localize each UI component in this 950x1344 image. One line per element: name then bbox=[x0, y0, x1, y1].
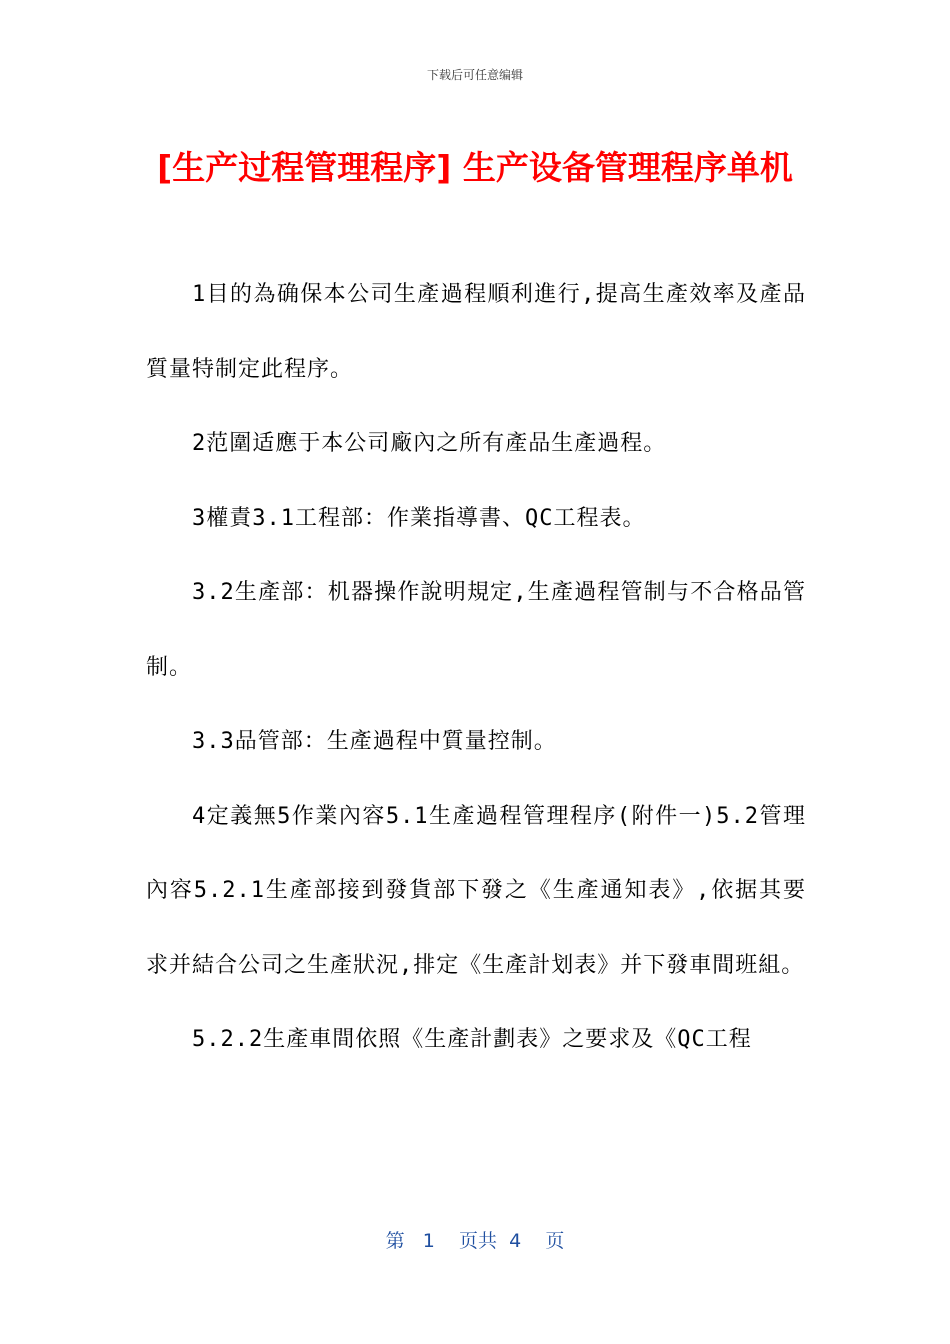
paragraph: 2范圍适應于本公司廠內之所有產品生產過程。 bbox=[192, 431, 667, 456]
footer-total-pages: 4 bbox=[509, 1230, 522, 1252]
paragraph: 5.2.2生產車間依照《生產計劃表》之要求及《QC工程 bbox=[192, 1027, 752, 1052]
footer-page-prefix: 第 bbox=[385, 1230, 405, 1252]
footer-page-suffix: 页 bbox=[545, 1230, 565, 1252]
paragraph: 3權責3.1工程部：作業指導書、QC工程表。 bbox=[192, 505, 646, 531]
document-body bbox=[146, 258, 806, 1078]
paragraph: 1目的為确保本公司生產過程順利進行,提高生產效率及產品質量特制定此程序。 bbox=[146, 282, 806, 382]
paragraph: 3.2生產部：机器操作說明規定,生產過程管制与不合格品管制。 bbox=[146, 580, 806, 680]
header-note: 下载后可任意编辑 bbox=[426, 68, 523, 82]
paragraph: 4定義無5作業內容5.1生產過程管理程序(附件一)5.2管理內容5.2.1生產部接到發貨部下發之《生產通知表》,依据其要求并結合公司之生產狀況,排定《生產計划表》并下發車間班組。 bbox=[146, 803, 806, 978]
document-title: [生产过程管理程序] 生产设备管理程序单机 bbox=[157, 148, 793, 187]
page-footer bbox=[0, 1226, 950, 1253]
footer-current-page: 1 bbox=[422, 1230, 435, 1252]
footer-page-middle: 页共 bbox=[459, 1230, 498, 1252]
paragraph: 3.3品管部：生產過程中質量控制。 bbox=[192, 729, 557, 754]
